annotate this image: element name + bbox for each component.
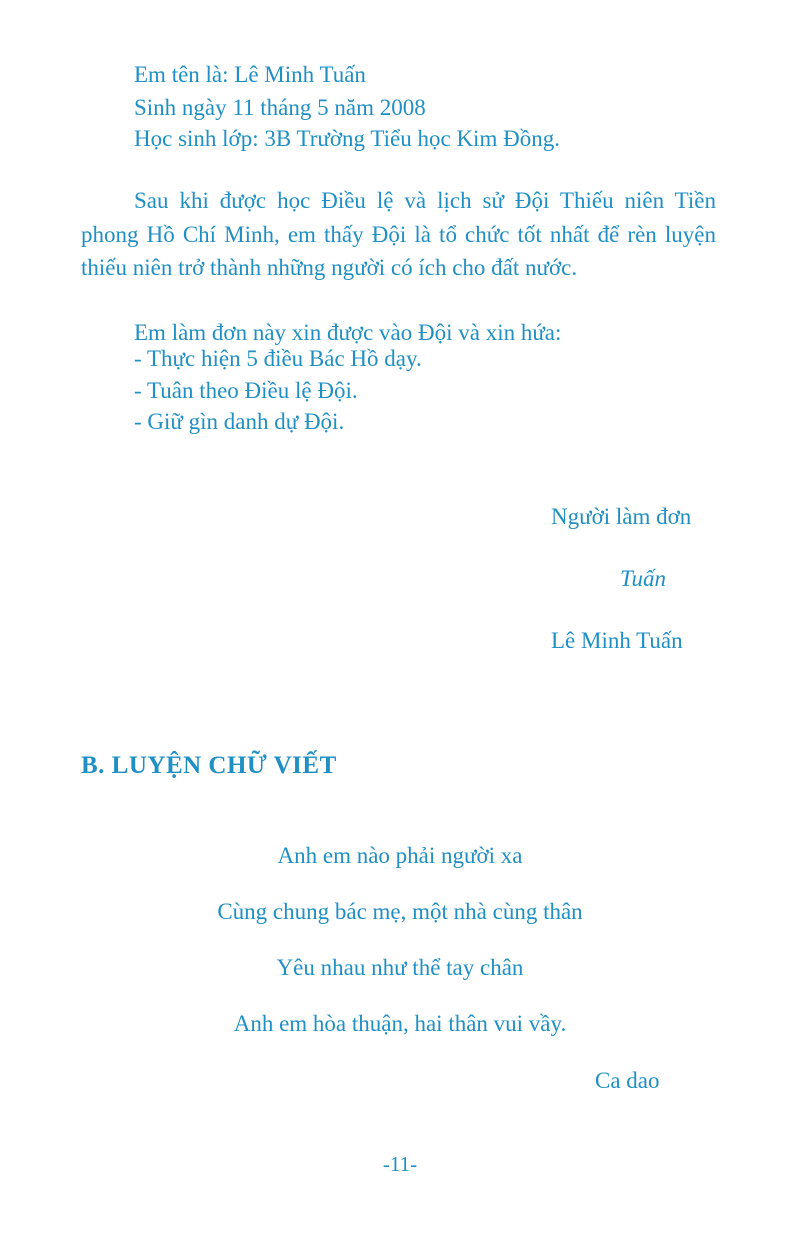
- poem-source: Ca dao: [595, 1068, 660, 1093]
- poem-line: Yêu nhau như thể tay chân: [276, 955, 524, 980]
- handwritten-signature: Tuấn: [620, 566, 667, 591]
- signer-label: Người làm đơn: [551, 504, 692, 529]
- section-heading: B. LUYỆN CHỮ VIẾT: [81, 752, 337, 779]
- poem-line: Anh em hòa thuận, hai thân vui vầy.: [233, 1011, 567, 1036]
- student-name-line: Em tên là: Lê Minh Tuấn: [134, 62, 366, 87]
- poem-line: Anh em nào phải người xa: [277, 843, 523, 868]
- poem-line: Cùng chung bác mẹ, một nhà cùng thân: [217, 899, 583, 924]
- pledge-item: - Giữ gìn danh dự Đội.: [134, 409, 345, 434]
- page-number: -11-: [382, 1152, 418, 1176]
- signer-name: Lê Minh Tuấn: [551, 628, 683, 653]
- body-paragraph: Sau khi được học Điều lệ và lịch sử Đội Thiếu niên Tiền phong Hồ Chí Minh, em thấy Đội là tổ chức tốt nhất để rèn luyện thiếu niên trở thành những người có ích cho đất nước.: [81, 188, 716, 280]
- pledge-item: - Thực hiện 5 điều Bác Hồ dạy.: [134, 346, 422, 371]
- request-line: Em làm đơn này xin được vào Đội và xin hứa:: [134, 320, 562, 345]
- class-school-line: Học sinh lớp: 3B Trường Tiểu học Kim Đồng.: [134, 126, 560, 151]
- birth-date-line: Sinh ngày 11 tháng 5 năm 2008: [134, 95, 426, 120]
- pledge-item: - Tuân theo Điều lệ Đội.: [134, 378, 358, 403]
